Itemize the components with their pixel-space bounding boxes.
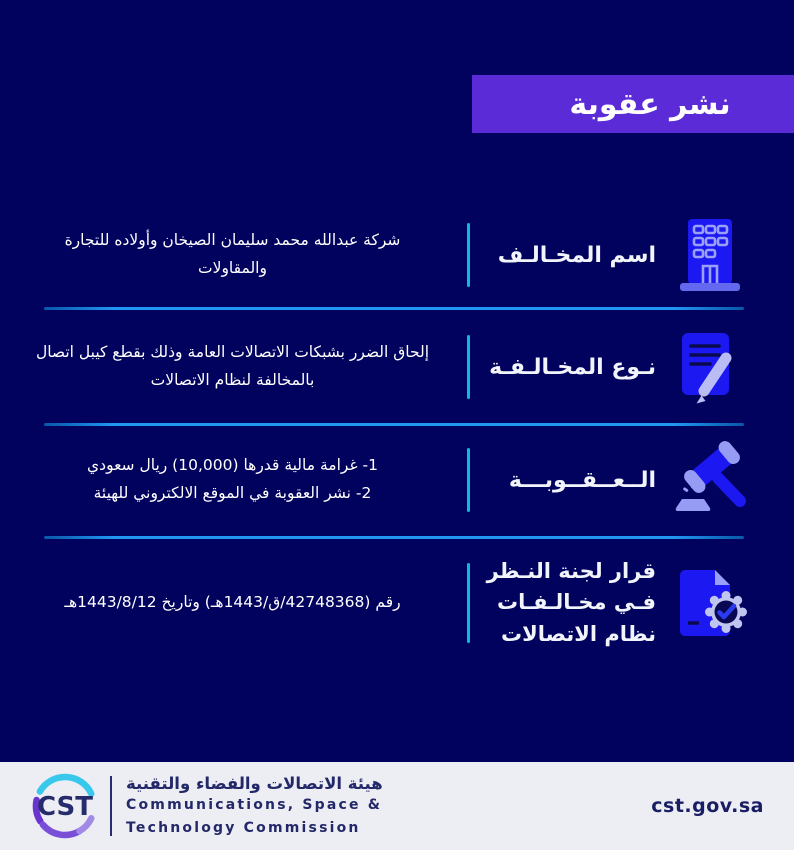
section-divider xyxy=(44,536,744,539)
section-divider xyxy=(44,307,744,310)
org-name-arabic: هيئة الاتصالات والفضاء والتقنية xyxy=(126,774,383,794)
footer xyxy=(0,762,794,850)
org-name-english-line1: Communications, Space & xyxy=(126,797,383,814)
penalty-item-1: 1- غرامة مالية قدرها (10,000) ريال سعودي xyxy=(87,456,378,475)
org-name-english-line2: Technology Commission xyxy=(126,819,361,836)
document-pen-icon xyxy=(660,327,760,407)
row-content-penalty xyxy=(0,452,461,508)
row-label-violator-name: اسم المخـالـف xyxy=(497,242,656,268)
row-content-decision: رقم (42748368/ق/1443هـ) وتاريخ 1443/8/12هـ xyxy=(64,593,401,612)
row-content-violator-name: شركة عبدالله محمد سليمان الصيخان وأولاده للتجارة والمقاولات xyxy=(64,231,401,277)
section-divider xyxy=(44,423,744,426)
cst-logo xyxy=(28,769,102,843)
row-content-violation-type: إلحاق الضرر بشبكات الاتصالات العامة وذلك بقطع كيبل اتصال بالمخالفة لنظام الاتصالات xyxy=(35,343,430,389)
row-label-violation-type: نـوع المخـالـفـة xyxy=(489,354,656,380)
vertical-divider xyxy=(467,563,470,643)
cst-logo-text: CST xyxy=(36,792,94,822)
row-label-penalty: الــعــقــوبـــة xyxy=(508,467,656,493)
row-violator-name xyxy=(0,203,794,307)
gavel-icon xyxy=(660,441,760,519)
footer-divider xyxy=(110,776,112,836)
document-check-icon xyxy=(660,563,760,643)
vertical-divider xyxy=(467,223,470,287)
row-penalty xyxy=(0,428,794,532)
vertical-divider xyxy=(467,448,470,512)
row-label-decision: قرار لجنة النـظر فـي مخـالـفـات نظام الاتصالات xyxy=(486,558,656,646)
website-url: cst.gov.sa xyxy=(651,795,764,817)
row-decision xyxy=(0,543,794,663)
vertical-divider xyxy=(467,335,470,399)
building-icon xyxy=(660,216,760,294)
row-violation-type xyxy=(0,315,794,419)
penalty-item-2: 2- نشر العقوبة في الموقع الالكتروني للهيئة xyxy=(93,484,372,502)
org-name-block xyxy=(126,774,383,838)
page-title: نشر عقوبة xyxy=(472,75,794,133)
